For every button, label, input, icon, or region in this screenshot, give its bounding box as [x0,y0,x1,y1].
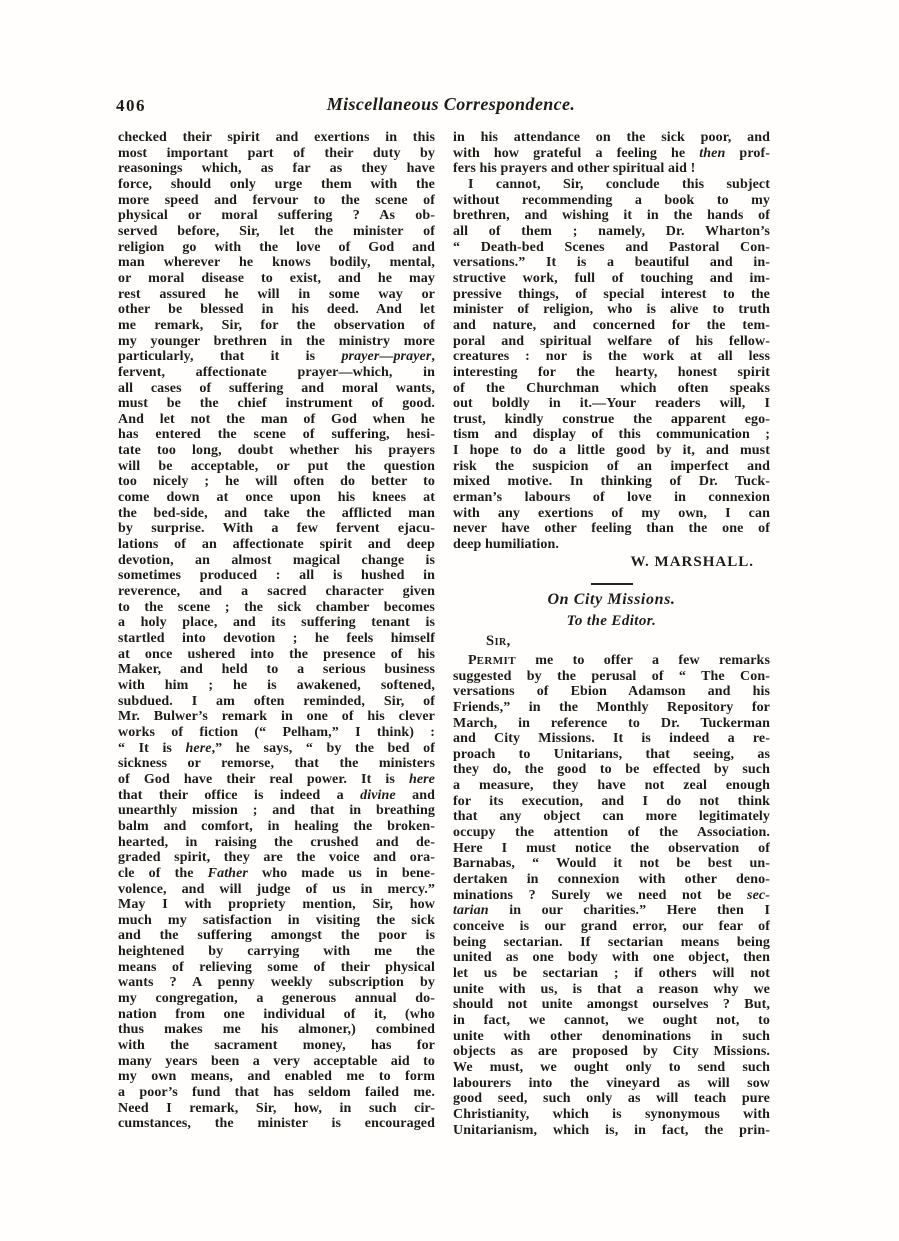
text-line: I hope to do a little good by it, and must [453,443,770,459]
text-line: devotion, an almost magical change is [118,552,435,568]
text-line: minations ? Surely we need not be sec- [453,887,770,903]
text-line: with the sacrament money, has for [118,1038,435,1054]
text-line: occupy the attention of the Association. [453,825,770,841]
text-line: that their office is indeed a divine and [118,787,435,803]
text-line: Barnabas, “ Would it not be best un- [453,856,770,872]
text-line: much my satisfaction in visiting the sick [118,912,435,928]
text-line: creatures : nor is the work at all less [453,349,770,365]
text-line: startled into devotion ; he feels himself [118,631,435,646]
text-line: with how grateful a feeling he then prof- [453,145,770,161]
text-line: pressive things, of special interest to the [453,286,770,302]
text-line: they do, the good to be effected by such [453,762,770,778]
text-line: conceive is our grand error, our fear of [453,919,770,935]
text-line: tate too long, doubt whether his prayers [118,443,435,459]
text-line: too nicely ; he will often do better to [118,474,435,490]
page-number: 406 [116,96,146,115]
text-line: should not unite amongst ourselves ? But, [453,997,770,1013]
text-line: rest assured he will in some way or [118,286,435,302]
text-line: unite with other denominations in such [453,1028,770,1044]
text-line: of the Churchman which often speaks [453,380,770,396]
text-line: in his attendance on the sick poor, and [453,130,770,145]
text-line: fervent, affectionate prayer—which, in [118,364,435,380]
text-line: trust, kindly construe the apparent ego- [453,411,770,427]
text-line: and the suffering amongst the poor is [118,928,435,944]
text-line: objects as are proposed by City Missions. [453,1044,770,1060]
text-line: labourers into the vineyard as will sow [453,1075,770,1091]
text-line: my younger brethren in the ministry more [118,333,435,349]
text-line: let us be sectarian ; if others will not [453,966,770,981]
text-line: to the scene ; the sick chamber becomes [118,599,435,615]
text-line: good seed, such only as will teach pure [453,1091,770,1107]
text-line: Mr. Bulwer’s remark in one of his clever [118,709,435,725]
text-line: I cannot, Sir, conclude this subject [468,176,770,192]
text-line: out boldly in it.—Your readers will, I [453,396,770,412]
text-line: risk the suspicion of an imperfect and [453,458,770,474]
text-line: tism and display of this communication ; [453,427,770,443]
text-line: sickness or remorse, that the ministers [118,756,435,772]
text-line: And let not the man of God when he [118,411,435,427]
text-columns [118,130,770,1138]
text-line: brethren, and wishing it in the hands of [453,208,770,224]
text-line: a measure, they have not zeal enough [453,778,770,794]
text-line: proach to Unitarians, that seeing, as [453,746,770,762]
salutation: Sir, [486,633,511,650]
text-line: PERMIT me to offer a few remarks [468,652,770,668]
text-line: force, should only urge them with the [118,176,435,192]
text-line: with any exertions of my own, I can [453,505,770,521]
text-line: me remark, Sir, for the observation of [118,317,435,333]
text-line: unite with us, is that a reason why we [453,981,770,997]
text-line: May I with propriety mention, Sir, how [118,897,435,913]
text-line: the bed-side, and take the afflicted man [118,505,435,521]
text-line: interesting for the hearty, honest spirit [453,364,770,380]
text-line: and City Missions. It is indeed a re- [453,731,770,747]
text-line: in fact, we cannot, we ought not, to [453,1012,770,1028]
text-line: come down at once upon his knees at [118,490,435,506]
text-line: unearthly mission ; and that in breathing [118,803,435,819]
text-line: without recommending a book to my [453,192,770,208]
text-line: must be the chief instrument of good. [118,396,435,412]
signature: W. MARSHALL. [630,553,754,570]
text-line: will be acceptable, or put the question [118,458,435,474]
text-line: Friends,” in the Monthly Repository for [453,699,770,715]
text-line: checked their spirit and exertions in this [118,130,435,145]
text-line: never have other feeling than the one of [453,521,770,537]
text-line: minister of religion, who is alive to truth [453,302,770,318]
text-line: with him ; he is awakened, softened, [118,677,435,693]
text-line: of God have their real power. It is here [118,771,435,787]
text-line: man wherever he knows bodily, mental, [118,255,435,271]
text-line: and nature, and concerned for the tem- [453,317,770,333]
text-line: lations of an affectionate spirit and deep [118,537,435,553]
text-line: versations of Ebion Adamson and his [453,684,770,700]
text-line: a poor’s fund that has seldom failed me. [118,1085,435,1101]
text-line: Here I must notice the observation of [453,840,770,856]
running-title: Miscellaneous Correspondence. [326,94,576,114]
section-subtitle: To the Editor. [566,613,657,630]
text-line: other be blessed in his deed. And let [118,302,435,318]
text-line: by surprise. With a few fervent ejacu- [118,521,435,537]
text-line: “ It is here,” he says, “ by the bed of [118,740,435,756]
text-line: mixed motive. In thinking of Dr. Tuck- [453,474,770,490]
text-line: tarian in our charities.” Here then I [453,903,770,919]
text-line: many years been a very acceptable aid to [118,1053,435,1069]
text-line: most important part of their duty by [118,145,435,161]
text-line: religion go with the love of God and [118,239,435,255]
section-title: On City Missions. [547,591,676,609]
text-line: has entered the scene of suffering, hesi- [118,427,435,443]
text-line: all cases of suffering and moral wants, [118,380,435,396]
text-line: balm and comfort, in healing the broken- [118,818,435,834]
text-line: volence, and will judge of us in mercy.” [118,881,435,897]
column-left [118,130,435,1138]
text-line: my congregation, a generous annual do- [118,991,435,1007]
text-line: hearted, in raising the crushed and de- [118,834,435,850]
text-line: particularly, that it is prayer—prayer, [118,349,435,365]
text-line: means of relieving some of their physical [118,959,435,975]
text-line: my own means, and enabled me to form [118,1069,435,1085]
text-line: a holy place, and its suffering tenant is [118,615,435,631]
text-line: reasonings which, as far as they have [118,161,435,177]
text-line: structive work, full of touching and im- [453,270,770,286]
text-line: Maker, and held to a serious business [118,662,435,678]
text-line: March, in reference to Dr. Tuckerman [453,715,770,731]
text-line: at once ushered into the presence of his [118,646,435,662]
text-line: wants ? A penny weekly subscription by [118,975,435,991]
text-line: fers his prayers and other spiritual aid ! [453,161,696,177]
text-line: reverence, and a sacred character given [118,584,435,600]
text-line: all of them ; namely, Dr. Wharton’s [453,223,770,239]
text-line: We must, we ought only to send such [453,1059,770,1075]
text-line: thus makes me his almoner,) combined [118,1022,435,1038]
text-line: dertaken in connexion with other deno- [453,872,770,888]
text-line: Unitarianism, which is, in fact, the prin- [453,1122,770,1138]
text-line: for its execution, and I do not think [453,793,770,809]
text-line: united as one body with one object, then [453,950,770,966]
text-line: heightened by carrying with me the [118,944,435,960]
section-divider [591,583,633,585]
text-line: versations.” It is a beautiful and in- [453,255,770,271]
text-line: subdued. I am often reminded, Sir, of [118,693,435,709]
text-line: cle of the Father who made us in bene- [118,865,435,881]
text-line: suggested by the perusal of “ The Con- [453,668,770,684]
text-line: served before, Sir, let the minister of [118,223,435,239]
column-right [453,130,770,1138]
text-line: being sectarian. If sectarian means being [453,934,770,950]
text-line: Christianity, which is synonymous with [453,1106,770,1122]
text-line: nation from one individual of it, (who [118,1006,435,1022]
text-line: erman’s labours of love in connexion [453,490,770,506]
text-line: works of fiction (“ Pelham,” I think) : [118,724,435,740]
small-caps-text: ERMIT [476,654,516,667]
text-line: more speed and fervour to the scene of [118,192,435,208]
text-line: sometimes produced : all is hushed in [118,568,435,584]
text-line: deep humiliation. [453,537,559,553]
text-line: physical or moral suffering ? As ob- [118,208,435,224]
text-line: cumstances, the minister is encouraged [118,1116,435,1132]
text-line: poral and spiritual welfare of his fellow- [453,333,770,349]
text-line: graded spirit, they are the voice and ora- [118,850,435,866]
text-line: “ Death-bed Scenes and Pastoral Con- [453,239,770,255]
text-line: or moral disease to exist, and he may [118,270,435,286]
text-line: Need I remark, Sir, how, in such cir- [118,1100,435,1116]
text-line: that any object can more legitimately [453,809,770,825]
